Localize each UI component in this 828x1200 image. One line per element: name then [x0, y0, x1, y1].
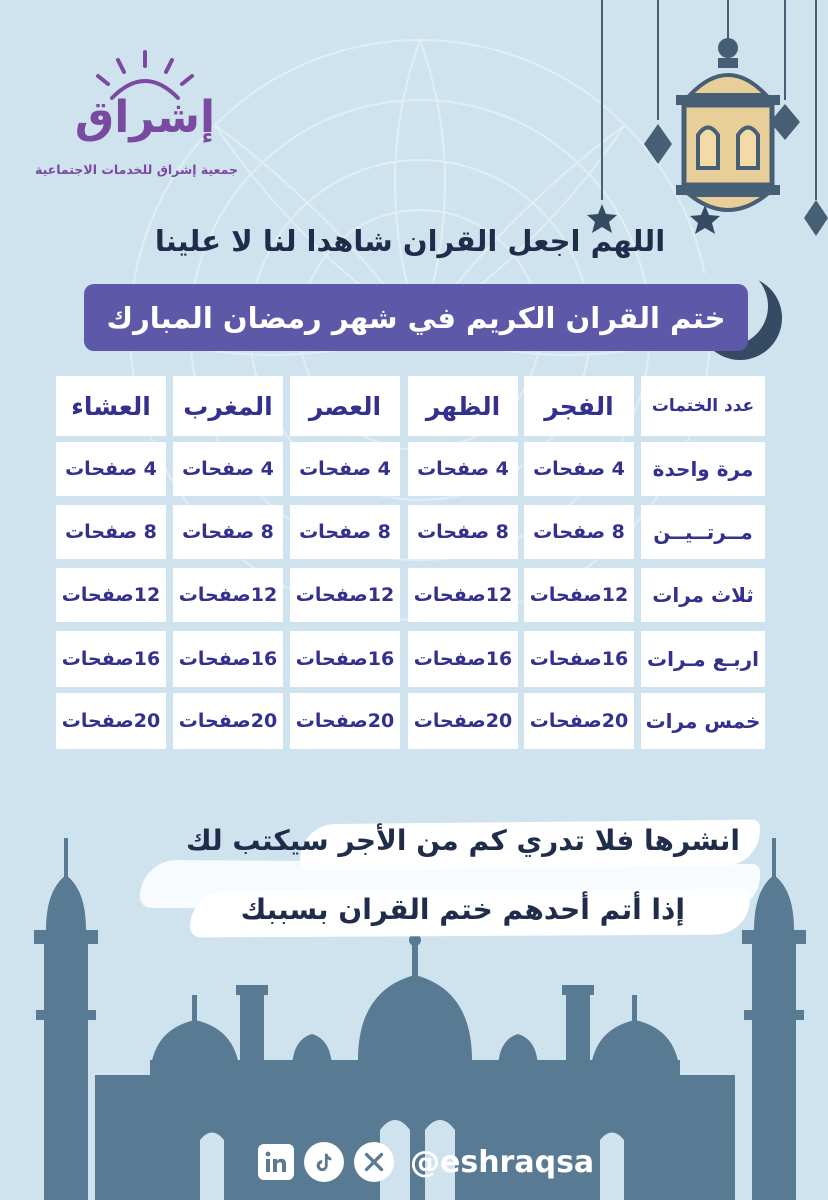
prayer-heading: اللهم اجعل القران شاهدا لنا لا علينا: [154, 224, 666, 258]
lantern-icon: [676, 38, 780, 210]
table-header-dhuhr: الظهر: [408, 376, 518, 436]
linkedin-icon[interactable]: [258, 1144, 294, 1180]
x-icon[interactable]: [354, 1142, 394, 1182]
table-cell: 20صفحات: [408, 693, 518, 749]
table-cell: 20صفحات: [56, 693, 166, 749]
table-cell: 16صفحات: [408, 631, 518, 687]
table-cell: 4 صفحات: [408, 442, 518, 496]
table-cell: 4 صفحات: [524, 442, 634, 496]
table-header-fajr: الفجر: [524, 376, 634, 436]
table-cell: 4 صفحات: [56, 442, 166, 496]
banner-title: ختم القران الكريم في شهر رمضان المبارك: [106, 300, 726, 335]
row-label-once: مرة واحدة: [641, 442, 765, 496]
table-header-corner: عدد الختمات: [641, 376, 765, 436]
table-cell: 8 صفحات: [173, 505, 283, 559]
table-cell: 4 صفحات: [173, 442, 283, 496]
table-cell: 8 صفحات: [290, 505, 400, 559]
social-links: [258, 1142, 594, 1182]
table-cell: 8 صفحات: [56, 505, 166, 559]
logo-wordmark: إشراق: [74, 92, 216, 143]
table-cell: 4 صفحات: [290, 442, 400, 496]
table-cell: 20صفحات: [524, 693, 634, 749]
table-cell: 12صفحات: [408, 568, 518, 622]
logo-subtitle: جمعية إشراق للخدمات الاجتماعية: [34, 162, 238, 177]
table-header-isha: العشاء: [56, 376, 166, 436]
table-cell: 16صفحات: [524, 631, 634, 687]
row-label-three-times: ثلاث مرات: [641, 568, 765, 622]
table-cell: 12صفحات: [524, 568, 634, 622]
table-cell: 8 صفحات: [524, 505, 634, 559]
title-banner: [84, 284, 748, 351]
table-header-maghrib: المغرب: [173, 376, 283, 436]
share-note-line1: انشرها فلا تدري كم من الأجر سيكتب لك: [186, 824, 740, 857]
row-label-five-times: خمس مرات: [641, 693, 765, 749]
tiktok-icon[interactable]: [304, 1142, 344, 1182]
social-handle[interactable]: @eshraqsa: [410, 1144, 595, 1180]
table-cell: 16صفحات: [290, 631, 400, 687]
table-cell: 16صفحات: [56, 631, 166, 687]
table-cell: 12صفحات: [173, 568, 283, 622]
table-cell: 12صفحات: [56, 568, 166, 622]
table-cell: 20صفحات: [173, 693, 283, 749]
table-cell: 20صفحات: [290, 693, 400, 749]
table-cell: 16صفحات: [173, 631, 283, 687]
row-label-four-times: اربـع مـرات: [641, 631, 765, 687]
table-header-asr: العصر: [290, 376, 400, 436]
row-label-twice: مــرتــيــن: [641, 505, 765, 559]
share-note-line2: إذا أتم أحدهم ختم القران بسببك: [240, 893, 685, 926]
table-cell: 8 صفحات: [408, 505, 518, 559]
table-cell: 12صفحات: [290, 568, 400, 622]
